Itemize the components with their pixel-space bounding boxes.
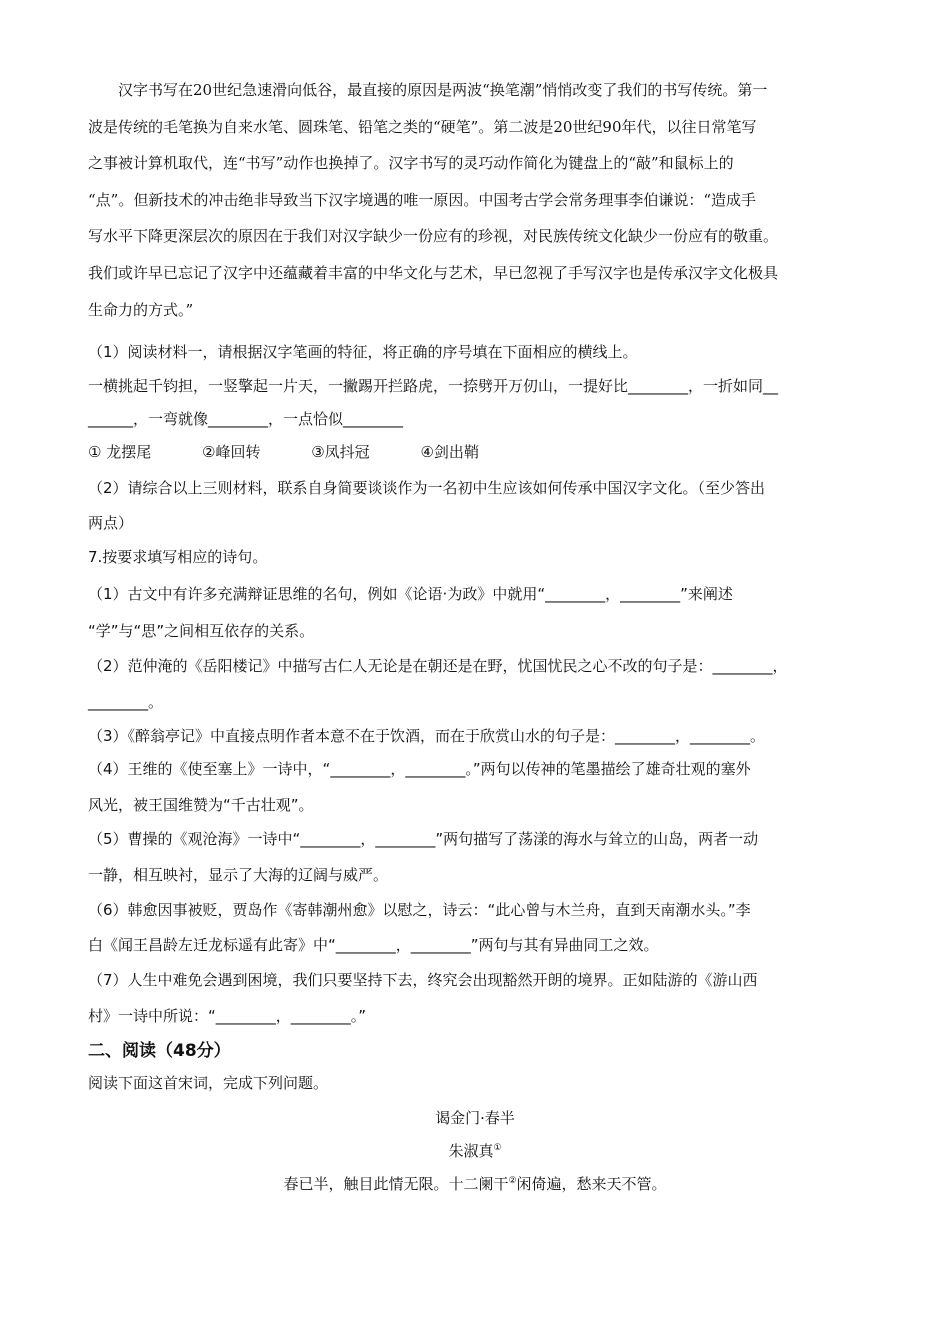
q7-line: 一静，相互映衬，显示了大海的辽阔与威严。	[88, 866, 389, 884]
q7-title: 7.按要求填写相应的诗句。	[88, 548, 268, 566]
q6-sub1-prompt: （1）阅读材料一，请根据汉字笔画的特征，将正确的序号填在下面相应的横线上。	[88, 343, 638, 361]
option-3: ③凤抖冠	[311, 443, 370, 461]
section-intro: 阅读下面这首宋词，完成下列问题。	[88, 1074, 329, 1092]
material-paragraph	[88, 72, 864, 328]
q6-sub2-line1: （2）请综合以上三则材料，联系自身简要谈谈作为一名初中生应该如何传承中国汉字文化。（至少答出	[88, 479, 766, 497]
option-2: ②峰回转	[202, 443, 261, 461]
q7-line: 白《闻王昌龄左迁龙标遥有此寄》中“________，________”两句与其有异曲同工之效。	[88, 936, 659, 954]
material-line: 生命力的方式。”	[88, 300, 194, 319]
author-name: 朱淑真	[448, 1142, 494, 1160]
material-line: 写水平下降更深层次的原因在于我们对汉字缺少一份应有的珍视，对民族传统文化缺少一份应有的敬重。	[88, 227, 779, 246]
q7-line: （5）曹操的《观沧海》一诗中“________，________”两句描写了荡漾的海水与耸立的山岛，两者一动	[88, 830, 759, 848]
q6-sub1-line2: ______，一弯就像________，一点恰似________	[88, 410, 404, 428]
option-4: ④剑出鞘	[420, 443, 479, 461]
q7-line: （7）人生中难免会遇到困境，我们只要坚持下去，终究会出现豁然开朗的境界。正如陆游的《游山西	[88, 971, 758, 989]
q7-line: （4）王维的《使至塞上》一诗中，“________，________。”两句以传神的笔墨描绘了雄奇壮观的塞外	[88, 760, 751, 778]
footnote-marker: ②	[508, 1176, 517, 1186]
material-line: 之事被计算机取代，连“书写”动作也换掉了。汉字书写的灵巧动作简化为键盘上的“敲”和鼠标上的	[88, 154, 734, 173]
option-1: ① 龙摆尾	[88, 443, 152, 461]
q7-line: 风光，被王国维赞为“千古壮观”。	[88, 796, 314, 814]
poem-author	[0, 1140, 950, 1161]
q6-sub2-line2: 两点）	[88, 514, 134, 532]
footnote-marker: ①	[493, 1143, 502, 1153]
q7-line: “学”与“思”之间相互依存的关系。	[88, 622, 315, 640]
q7-line: （1）古文中有许多充满辩证思维的名句，例如《论语·为政》中就用“________，________”来阐述	[88, 585, 733, 603]
q7-line: （3）《醉翁亭记》中直接点明作者本意不在于饮酒，而在于欣赏山水的句子是：________，________。	[88, 727, 766, 745]
material-line: 我们或许早已忘记了汉字中还蕴藏着丰富的中华文化与艺术，早已忽视了手写汉字也是传承汉字文化极具	[88, 263, 779, 282]
poem-verse	[0, 1173, 950, 1194]
q7-line: 村》一诗中所说：“________，________。”	[88, 1007, 367, 1025]
material-line: 汉字书写在20世纪急速滑向低谷，最直接的原因是两波“换笔潮”悄悄改变了我们的书写传统。第一	[118, 81, 768, 99]
verse-part: 春已半，触目此情无限。十二阑干	[283, 1175, 509, 1193]
verse-part: 闲倚遍，愁来天不管。	[516, 1175, 667, 1193]
material-line: 波是传统的毛笔换为自来水笔、圆珠笔、铅笔之类的“硬笔”。第二波是20世纪90年代，以往日常笔写	[88, 117, 757, 136]
q7-line: （6）韩愈因事被贬，贾岛作《寄韩潮州愈》以慰之，诗云：“此心曾与木兰舟，直到天南潮水头。”李	[88, 901, 751, 919]
q7-line: （2）范仲淹的《岳阳楼记》中描写古仁人无论是在朝还是在野，忧国忧民之心不改的句子是：________，	[88, 657, 788, 675]
q7-line: ________。	[88, 693, 164, 711]
material-line: “点”。但新技术的冲击绝非导致当下汉字境遇的唯一原因。中国考古学会常务理事李伯谦说：“造成手	[88, 190, 757, 209]
q6-sub1-line1: 一横挑起千钧担，一竖擎起一片天，一撇踢开拦路虎，一捺劈开万仞山，一提好比________，一折如同__	[88, 377, 779, 395]
section-heading: 二、阅读（48分）	[88, 1041, 231, 1061]
q6-options	[88, 441, 525, 462]
poem-title: 谒金门·春半	[435, 1109, 515, 1127]
